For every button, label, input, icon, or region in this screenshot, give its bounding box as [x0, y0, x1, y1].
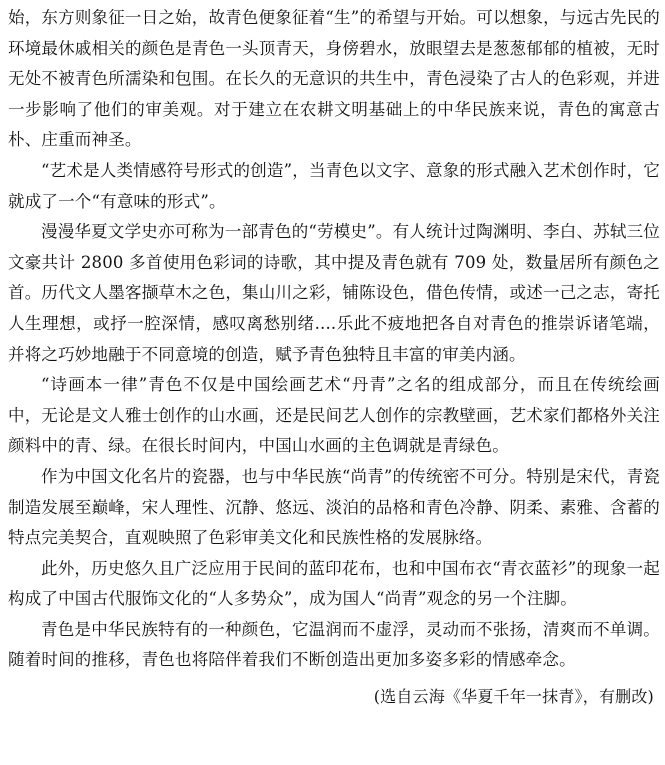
- paragraph-4: “诗画本一律”青色不仅是中国绘画艺术“丹青”之名的组成部分，而且在传统绘画中，无论是文人雅士创作的山水画，还是民间艺人创作的宗教壁画，艺术家们都格外关注颜料中的青、绿。在很长时间内，中国山水画的主色调就是青绿色。: [8, 375, 660, 456]
- paragraph-3: 漫漫华夏文学史亦可称为一部青色的“劳模史”。有人统计过陶渊明、李白、苏轼三位文豪共计 2800 多首使用色彩词的诗歌，其中提及青色就有 709 处，数量居所有颜色之首。历代文人墨客撷草木之色，集山川之彩，铺陈设色，借色传情，或述一己之志，寄托人生理想，或抒一腔深情，感叹离愁别绪....乐此不疲地把各自对青色的推崇诉诸笔端，并将之巧妙地融于不同意境的创造，赋予青色独特且丰富的审美内涵。: [8, 222, 660, 364]
- paragraph-7: 青色是中华民族特有的一种颜色，它温润而不虚浮，灵动而不张扬，清爽而不单调。随着时间的推移，青色也将陪伴着我们不断创造出更加多姿多彩的情感牵念。: [8, 619, 660, 670]
- paragraph-5: 作为中国文化名片的瓷器，也与中华民族“尚青”的传统密不可分。特别是宋代，青瓷制造发展至巅峰，宋人理性、沉静、悠远、淡泊的品格和青色冷静、阴柔、素雅、含蓄的特点完美契合，直观映照了色彩审美文化和民族性格的发展脉络。: [8, 466, 660, 548]
- source-citation: (选自云海《华夏千年一抹青》，有删改): [373, 687, 654, 707]
- paragraph-1: 始，东方则象征一日之始，故青色便象征着“生”的希望与开始。可以想象，与远古先民的环境最休戚相关的颜色是青色一头顶青天，身傍碧水，放眼望去是葱葱郁郁的植被，无时无处不被青色所濡染和包围。在长久的无意识的共生中，青色浸染了古人的色彩观，并进一步影响了他们的审美观。对于建立在农耕文明基础上的中华民族来说，青色的寓意古朴、庄重而神圣。: [8, 8, 660, 150]
- paragraph-2: “艺术是人类情感符号形式的创造”，当青色以文字、意象的形式融入艺术创作时，它就成了一个“有意味的形式”。: [8, 160, 660, 211]
- paragraph-6: 此外，历史悠久且广泛应用于民间的蓝印花布，也和中国布衣“青衣蓝衫”的现象一起构成了中国古代服饰文化的“人多势众”，成为国人“尚青”观念的另一个注脚。: [8, 558, 660, 609]
